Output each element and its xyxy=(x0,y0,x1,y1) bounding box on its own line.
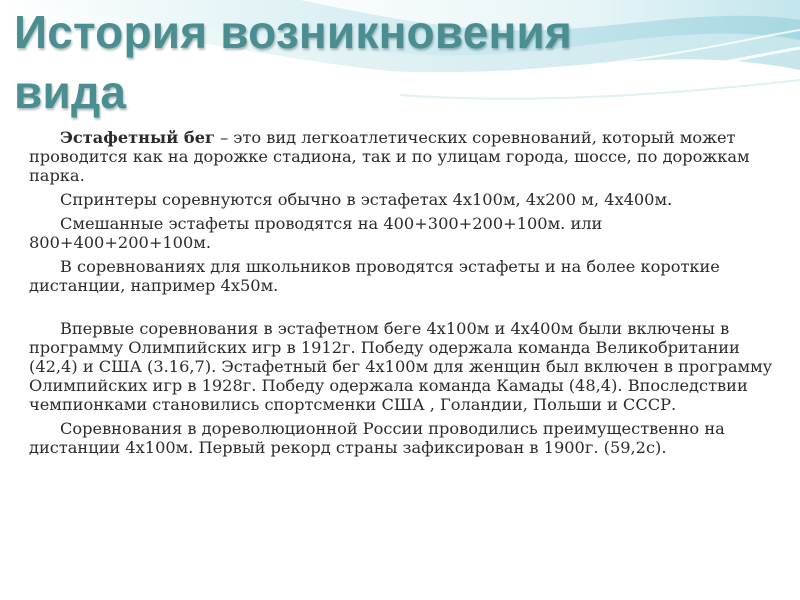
term-relay-race: Эстафетный бег xyxy=(60,128,215,147)
paragraph-russia-history: Соревнования в дореволюционной России проводились преимущественно на дистанции 4х100м. Первый рекорд страны зафиксирован в 1900г. (59,2с). xyxy=(29,419,725,457)
paragraph-sprinters: Спринтеры соревнуются обычно в эстафетах 4х100м, 4х200 м, 4х400м. xyxy=(60,190,673,209)
paragraph-olympic-history: Впервые соревнования в эстафетном беге 4х100м и 4х400м были включены в программу Олимпийских игр в 1912г. Победу одержала команда Великобритании (42,4) и США (3.16,7). Эстафетный бег 4х100м для женщин был включен в программу Олимпийских игр в 1928г. Победу одержала команда Камады (48,4). Впоследствии чемпионками становились спортсменки США , Голандии, Польши и СССР. xyxy=(29,319,773,414)
paragraph-definition xyxy=(29,128,781,185)
paragraph-mixed-relays: Смешанные эстафеты проводятся на 400+300+200+100м. или 800+400+200+100м. xyxy=(29,214,603,252)
definition-text: – это вид легкоатлетических соревнований, который может проводится как на дорожке стадиона, так и по улицам города, шоссе, по дорожкам парка. xyxy=(29,128,750,185)
slide-body xyxy=(29,128,781,462)
slide-title-line1: История возникновения xyxy=(14,6,573,58)
paragraph-school-relays: В соревнованиях для школьников проводятся эстафеты и на более короткие дистанции, например 4х50м. xyxy=(29,257,720,295)
slide-title xyxy=(14,2,784,122)
slide-title-line2: вида xyxy=(14,66,127,118)
